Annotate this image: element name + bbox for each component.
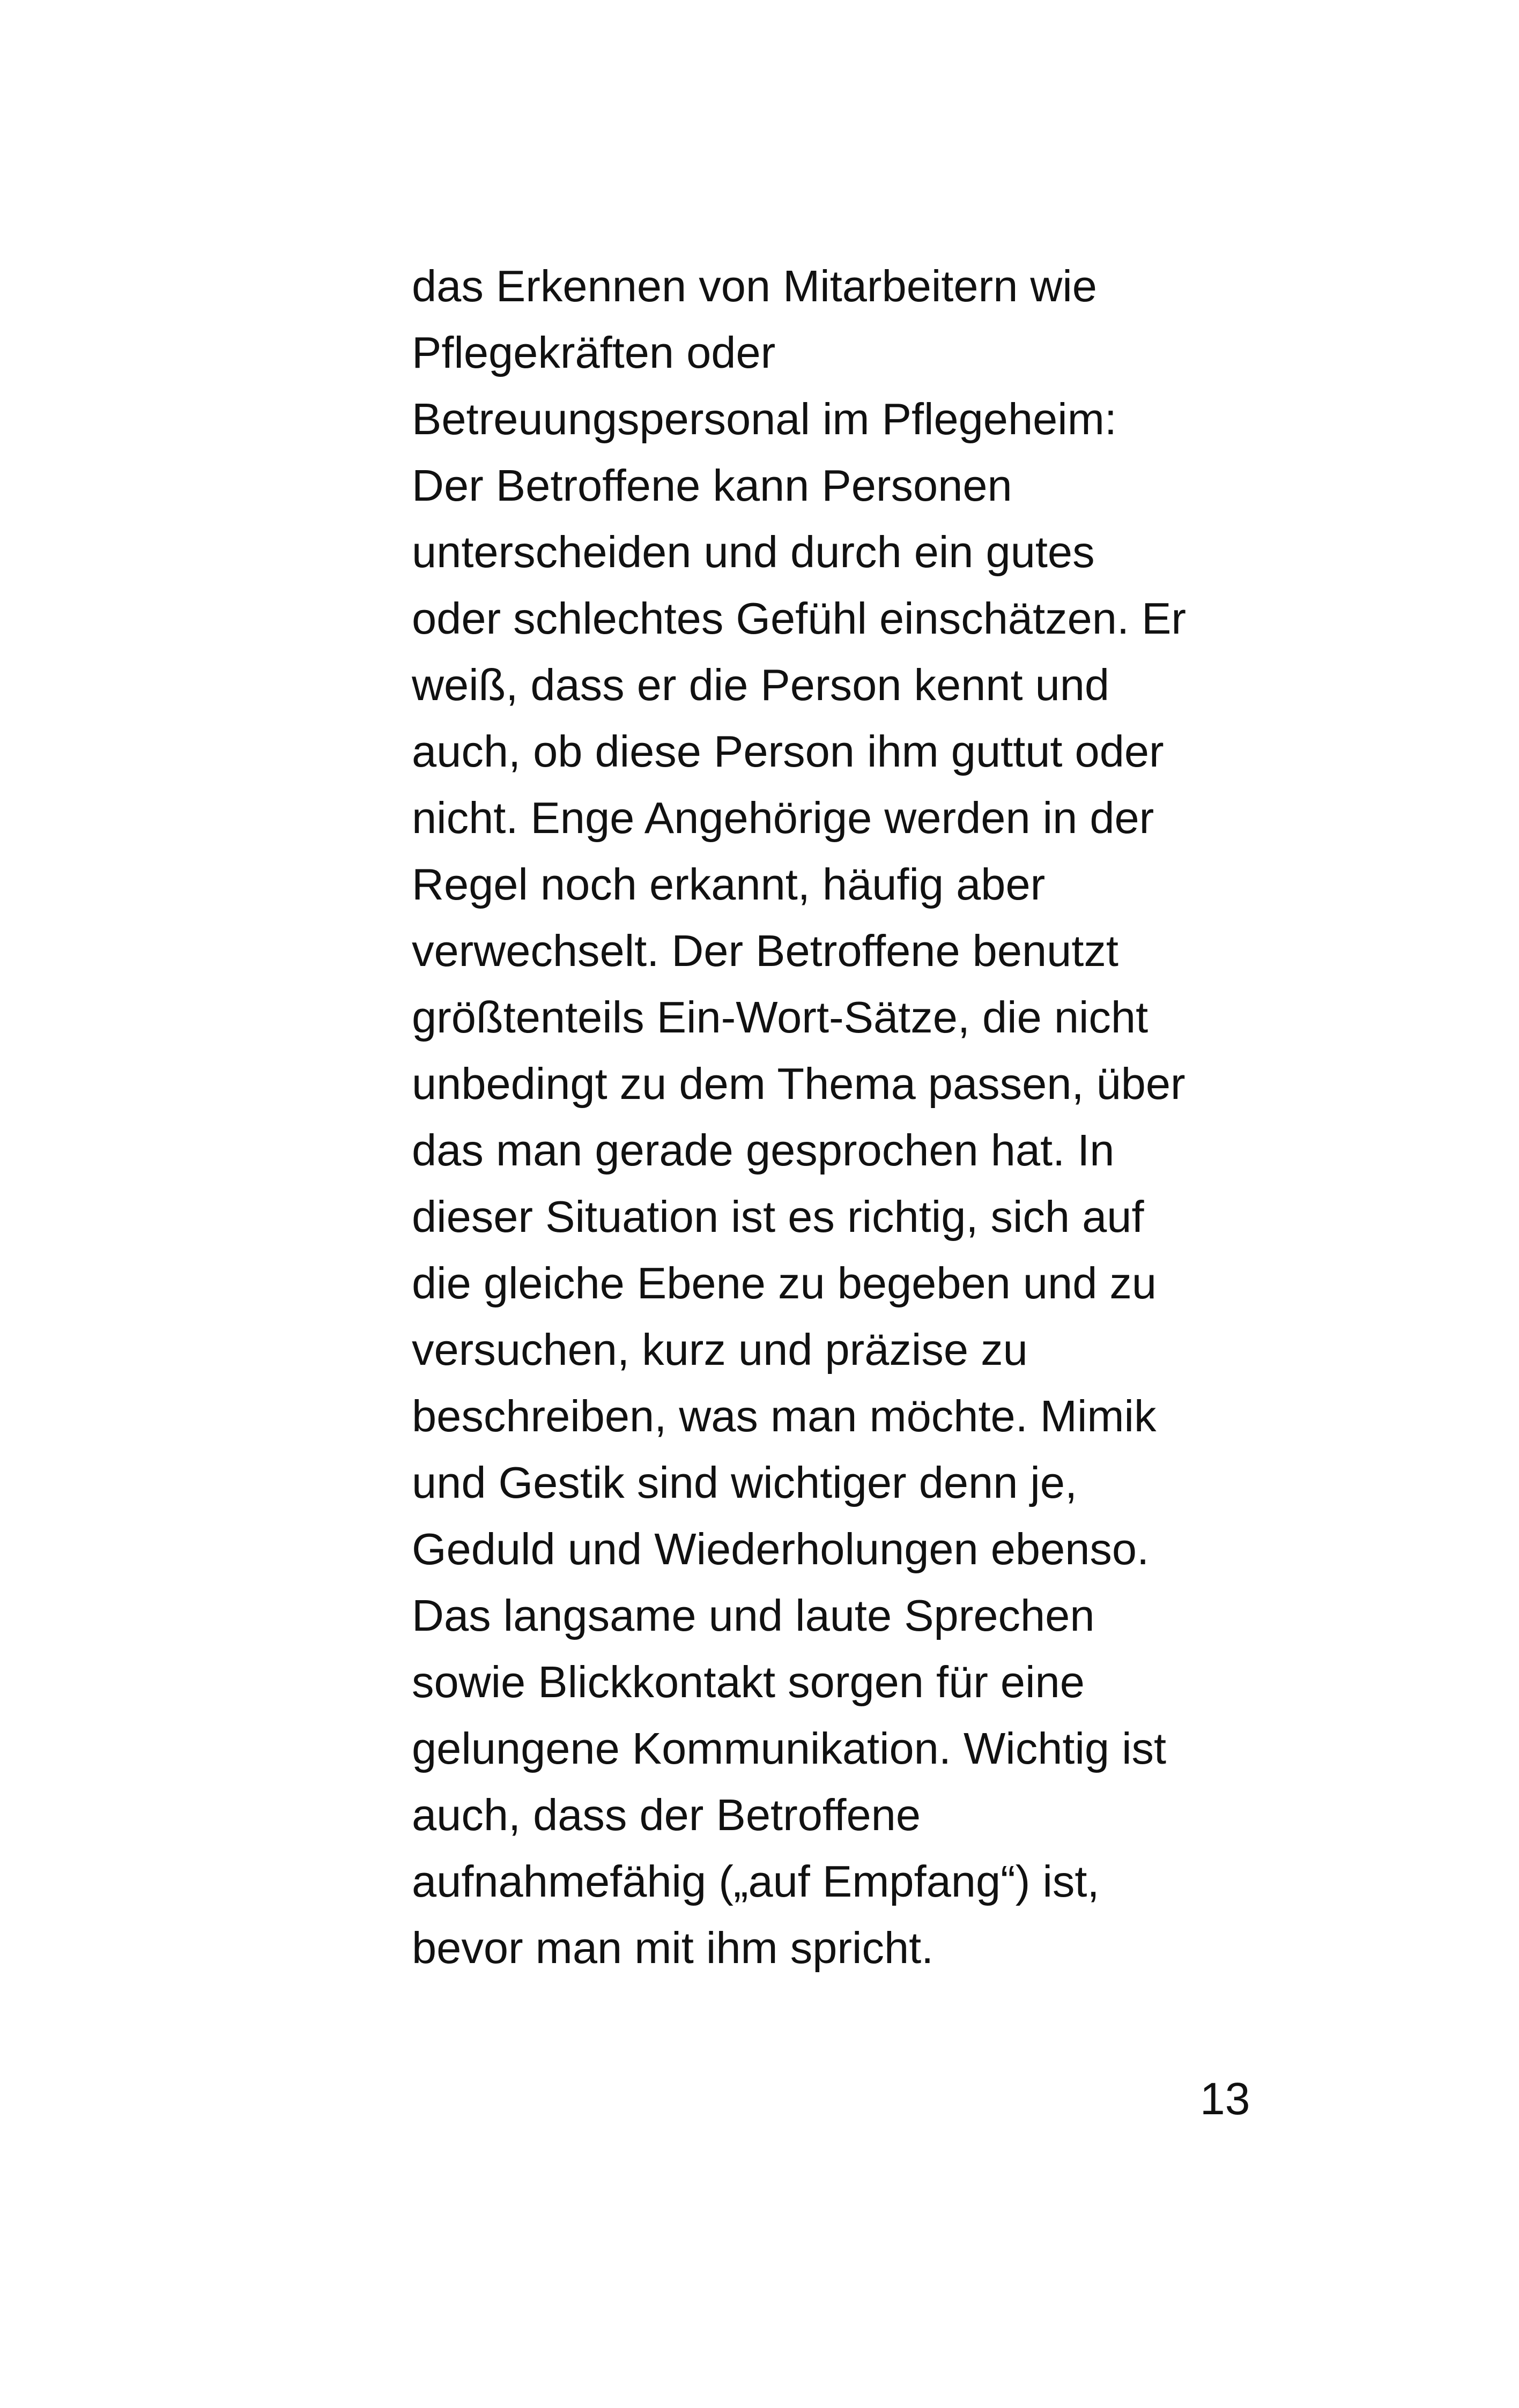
text-line: versuchen, kurz und präzise zu bbox=[412, 1325, 1028, 1374]
page-number: 13 bbox=[1200, 2073, 1250, 2124]
text-line: aufnahmefähig („auf Empfang“) ist, bbox=[412, 1856, 1100, 1906]
text-line: und Gestik sind wichtiger denn je, bbox=[412, 1458, 1078, 1507]
text-line: nicht. Enge Angehörige werden in der bbox=[412, 793, 1154, 843]
text-line: Pflegekräften oder bbox=[412, 328, 776, 377]
text-line: auch, ob diese Person ihm guttut oder bbox=[412, 726, 1164, 776]
text-line: bevor man mit ihm spricht. bbox=[412, 1923, 934, 1973]
text-line: auch, dass der Betroffene bbox=[412, 1790, 921, 1840]
text-line: Der Betroffene kann Personen bbox=[412, 460, 1012, 510]
text-line: das Erkennen von Mitarbeitern wie bbox=[412, 261, 1097, 311]
text-line: die gleiche Ebene zu begeben und zu bbox=[412, 1258, 1157, 1308]
body-text bbox=[412, 253, 1291, 1981]
text-line: Betreuungspersonal im Pflegeheim: bbox=[412, 394, 1117, 444]
text-line: sowie Blickkontakt sorgen für eine bbox=[412, 1657, 1085, 1707]
text-line: dieser Situation ist es richtig, sich auf bbox=[412, 1192, 1144, 1242]
text-line: das man gerade gesprochen hat. In bbox=[412, 1125, 1115, 1175]
text-line: gelungene Kommunikation. Wichtig ist bbox=[412, 1723, 1167, 1773]
text-line: verwechselt. Der Betroffene benutzt bbox=[412, 926, 1118, 976]
text-line: weiß, dass er die Person kennt und bbox=[412, 660, 1110, 710]
text-line: oder schlechtes Gefühl einschätzen. Er bbox=[412, 593, 1187, 643]
text-line: Das langsame und laute Sprechen bbox=[412, 1591, 1095, 1640]
text-line: unterscheiden und durch ein gutes bbox=[412, 527, 1095, 577]
text-line: unbedingt zu dem Thema passen, über bbox=[412, 1059, 1185, 1109]
text-line: Geduld und Wiederholungen ebenso. bbox=[412, 1524, 1150, 1574]
text-line: Regel noch erkannt, häufig aber bbox=[412, 859, 1046, 909]
text-line: größtenteils Ein-Wort-Sätze, die nicht bbox=[412, 992, 1148, 1042]
text-line: beschreiben, was man möchte. Mimik bbox=[412, 1391, 1157, 1441]
